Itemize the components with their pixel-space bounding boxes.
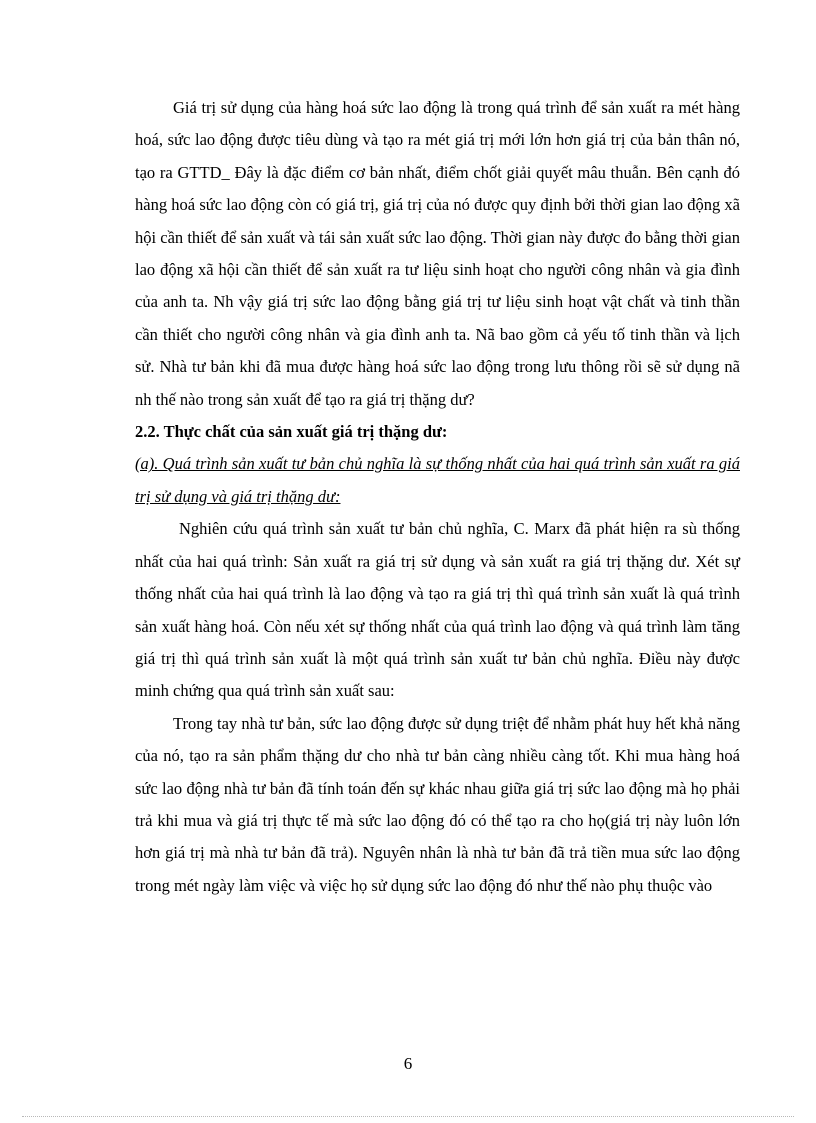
paragraph-capitalist-labor: Trong tay nhà tư bản, sức lao động được sử dụng triệt để nhằm phát huy hết khả năng của nó, tạo ra sản phẩm thặng dư cho nhà tư bản càng nhiều càng tốt. Khi mua hàng hoá sức lao động nhà tư bản đã tính toán đến sự khác nhau giữa giá trị sức lao động mà họ phải trả khi mua và giá trị thực tế mà sức lao động đó có thể tạo ra cho họ(giá trị này luôn lớn hơn giá trị mà nhà tư bản đã trả). Nguyên nhân là nhà tư bản đã trả tiền mua sức lao động trong mét ngày làm việc và việc họ sử dụng sức lao động đó như thế nào phụ thuộc vào	[135, 713, 740, 895]
page-number: 6	[403, 1054, 413, 1073]
section-heading-2-2: 2.2. Thực chất của sản xuất giá trị thặng dư:	[135, 422, 448, 442]
paragraph-use-value: Giá trị sử dụng của hàng hoá sức lao động là trong quá trình để sản xuất ra mét hàng hoá, sức lao động được tiêu dùng và tạo ra mét giá trị mới lớn hơn giá trị của bản thân nó, tạo ra GTTD_ Đây là đặc điểm cơ bản nhất, điểm chốt giải quyết mâu thuẫn. Bên cạnh đó hàng hoá sức lao động còn có giá trị, giá trị của nó được quy định bởi thời gian lao động xã hội cần thiết để sản xuất và tái sản xuất sức lao động. Thời gian này được đo bằng thời gian lao động xã hội cần thiết để sản xuất ra tư liệu sinh hoạt cho người công nhân và gia đình của anh ta. Nh vậy giá trị sức lao động bằng giá trị tư liệu sinh hoạt vật chất và tinh thần cần thiết cho người công nhân và gia đình anh ta. Nã bao gồm cả yếu tố tinh thần và lịch sử. Nhà tư bản khi đã mua được hàng hoá sức lao động trong lưu thông rồi sẽ sử dụng nã nh thế nào trong sản xuất để tạo ra giá trị thặng dư?	[135, 98, 740, 409]
subsection-heading-a: (a). Quá trình sản xuất tư bản chủ nghĩa là sự thống nhất của hai quá trình sản xuất ra giá trị sử dụng và giá trị thặng dư:	[135, 454, 740, 506]
page-body	[135, 92, 740, 902]
paragraph-marx-research: Nghiên cứu quá trình sản xuất tư bản chủ nghĩa, C. Marx đã phát hiện ra sù thống nhất của hai quá trình: Sản xuất ra giá trị sử dụng và sản xuất ra giá trị thặng dư. Xét sự thống nhất của hai quá trình là lao động và tạo ra giá trị thì quá trình sản xuất là quá trình sản xuất hàng hoá. Còn nếu xét sự thống nhất của quá trình lao động và quá trình làm tăng giá trị thì quá trình sản xuất là một quá trình sản xuất tư bản chủ nghĩa. Điều này được minh chứng qua quá trình sản xuất sau:	[135, 519, 740, 701]
page-bottom-divider	[22, 1116, 794, 1117]
